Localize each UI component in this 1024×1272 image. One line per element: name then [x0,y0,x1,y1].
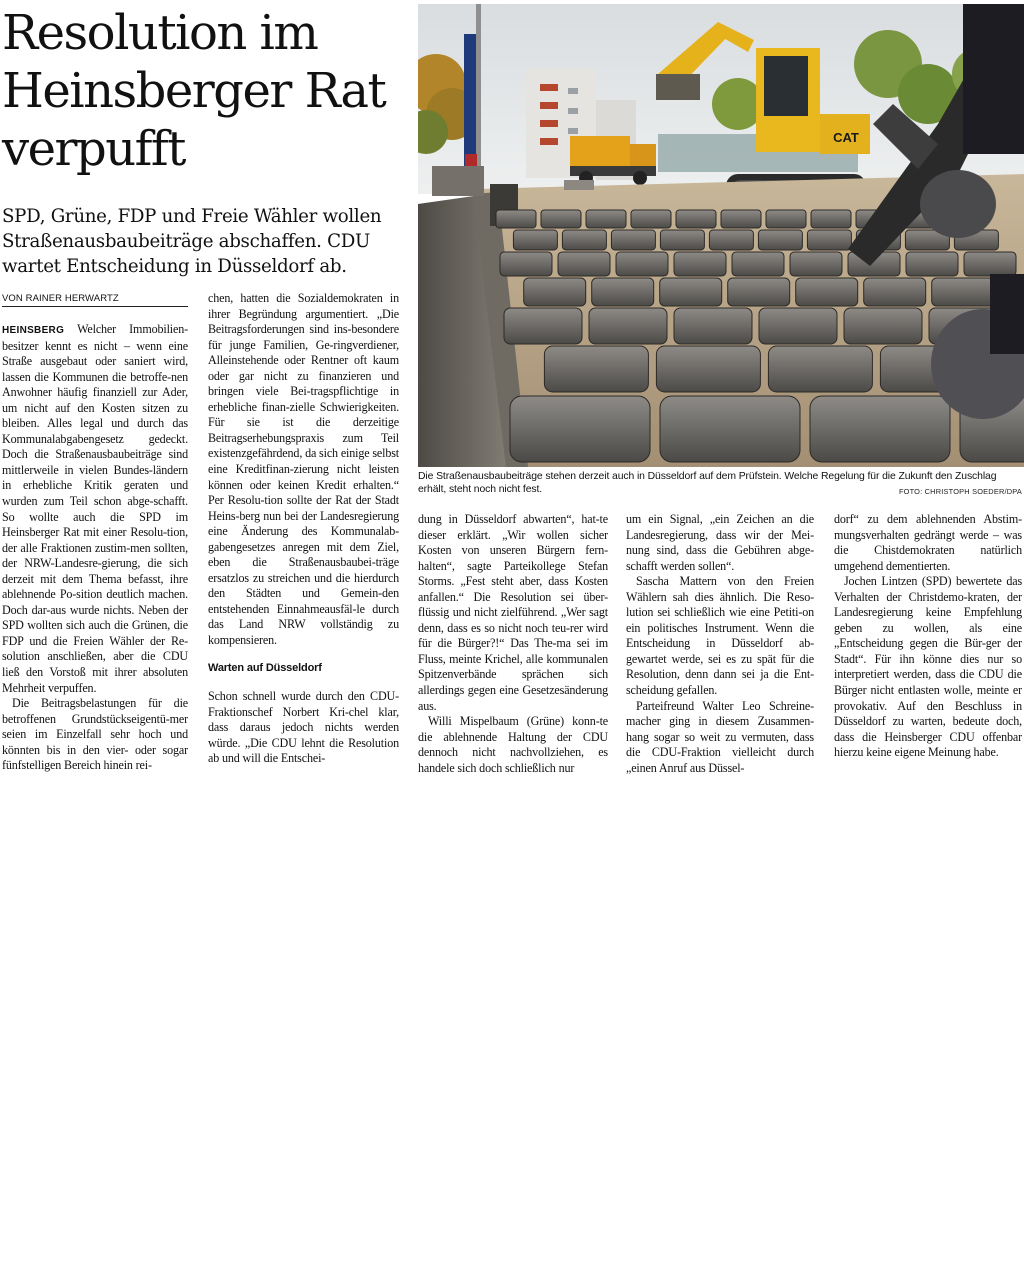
cobblestone [709,230,753,250]
article-column-2 [208,291,399,1051]
cobblestone [631,210,671,228]
cobblestone [758,230,802,250]
headline: Resolution im Heinsberger Rat verpufft [2,5,386,177]
paragraph: Willi Mispelbaum (Grüne) konn-te die ablehnende Haltung der CDU dennoch nicht nachvollziehen, es handele sich doch schließlich nur [418,714,608,775]
cobblestone [544,346,648,392]
cobblestone [906,252,958,276]
paragraph: dung in Düsseldorf abwarten“, hat-te dieser erklärt. „Wir wollen sicher Kosten von unseren Bürgern fern-halten“, sagte Parteikollege Stefan Storms. „Fest steht aber, dass Kosten anfallen.“ Die Resolution sei über-flüssig und nicht zielführend. „Wer sagt denn, dass es so nicht noch teu-rer wird für die Bürger?!“ Das The-ma sei im Fluss, meinte Krichel, alle kommunalen Spitzenverbände sprächen sich allerdings gegen eine Gesetzesänderung aus. [418,512,608,713]
photo-credit: FOTO: CHRISTOPH SOEDER/DPA [898,487,1022,496]
cobblestone [676,210,716,228]
cobblestone [524,278,586,306]
paragraph: Parteifreund Walter Leo Schreine-macher ging in diesem Zusammen-hang sogar so weit zu vermuten, dass die CDU-Fraktion vielleicht durch „einen Anruf aus Düssel- [626,698,814,775]
cobblestone [721,210,761,228]
cobblestone [611,230,655,250]
paragraph: Schon schnell wurde durch den CDU-Fraktionschef Norbert Kri-chel klar, dass daraus jedoch nichts werden würde. „Die CDU lehnt die Resolution ab und will die Entschei- [208,689,399,766]
cobblestone [810,396,950,462]
cobblestone [500,252,552,276]
article-column-4 [626,512,814,1272]
cobblestone [660,230,704,250]
cobblestone [513,230,557,250]
subheadline: SPD, Grüne, FDP und Freie Wähler wollen Straßenausbaubeiträge abschaffen. CDU wartet Entscheidung in Düsseldorf ab. [2,206,382,277]
cobblestone [592,278,654,306]
cobblestone [932,278,994,306]
cobblestone [864,278,926,306]
cobblestone [759,308,837,344]
cobblestone [674,308,752,344]
cobblestone [496,210,536,228]
paragraph: Die Beitragsbelastungen für die betroffenen Grundstückseigentü-mer seien im Einzelfall sehr hoch und könnten bis in den vier- oder sogar fünfstelligen Bereich hinein rei- [2,696,188,773]
cobblestone [616,252,668,276]
paragraph: Sascha Mattern von den Freien Wählern sah dies ähnlich. Die Reso-lution sei schließlich wie eine Petiti-on ein politisches Instrument. Wenn die Entscheidung in Düsseldorf ab-gewartet werde, sei es zu spät für die Resolution, denn dann sei ja die Ent-scheidung gefallen. [626,574,814,698]
cobblestone [674,252,726,276]
cobblestone [766,210,806,228]
cobblestone [796,278,858,306]
article-column-5 [834,512,1022,1272]
paragraph: chen, hatten die Sozialdemokraten in ihrer Begründung argumentiert. „Die Beitragsforderungen sind ins-besondere für junge Familien, Ge-ringverdiener, Alleinstehende oder Rentner oft kaum oder gar nicht zu finanzieren und bringen viele Bei-tragspflichtige in erhebliche finan-zielle Schwierigkeiten. Für sie ist die derzeitige Beitragserhebungspraxis zum Teil existenzgefährdend, da sich einige selbst eine Kreditfinan-zierung nicht leisten können oder keinen Kredit erhalten.“ Per Resolu-tion sollte der Rat der Stadt Heins-berg nun bei der Landesregierung eine Änderung des Kommunalab-gabengesetzes anregen mit dem Ziel, eben die Straßenausbaubei-träge ersatzlos zu streichen und die hierdurch den Städten und Gemein-den entstehenden Einnahmeausfäl-le durch das Land NRW vollständig zu kompensieren. [208,291,399,648]
cobblestone [586,210,626,228]
cobblestone [811,210,851,228]
cobblestone [562,230,606,250]
cobblestone [504,308,582,344]
byline: VON RAINER HERWARTZ [2,293,188,307]
article-column-1 [2,322,188,1082]
article-photo [418,4,1024,467]
article-subheading: Warten auf Düsseldorf [208,661,322,674]
article-column-3 [418,512,608,1272]
cobblestone [589,308,667,344]
cobblestone [660,278,722,306]
cobblestone [541,210,581,228]
cobblestone [660,396,800,462]
cobblestone [964,252,1016,276]
cobblestone [768,346,872,392]
cobblestone [732,252,784,276]
photo-caption: Die Straßenausbaubeiträge stehen derzeit auch in Düsseldorf auf dem Prüfstein. Welche Regelung für die Zukunft den Zuschlag erhält, steht noch nicht fest. [418,471,997,496]
cobblestone [844,308,922,344]
paragraph-text: Welcher Immobilien-besitzer kennt es nicht – wenn eine Straße ausgebaut oder saniert wird, lassen die Kommunen die betroffe-nen Anwohner häufig finanziell zur Ader, um nicht auf den Kosten sitzen zu bleiben. Alles legal und durch das Kommunalabgabengesetz gedeckt. Doch die Straßenausbaubeiträge sind mittlerweile in vielen Bundes-ländern in erhebliche Kritik geraten und wurden zum Teil schon abge-schafft. So wollte auch die SPD im Heinsberger Rat mit einer Resolu-tion, der alle Fraktionen zustim-men sollten, der NRW-Landesre-gierung, die sich derzeit mit dem Thema befasst, ihre ablehnende Po-sition deutlich machen. Doch dar-aus wurde nichts. Neben der SPD wollten sich auch die Grünen, die FDP und die Freien Wähler der Re-solution anschließen, aber die CDU ließ den Vorstoß mit ihrer absoluten Mehrheit verpuffen. [2,322,188,695]
paragraph: um ein Signal, „ein Zeichen an die Landesregierung, dass wir der Mei-nung sind, dass die Gebühren abge-schafft werden sollen“. [626,512,814,573]
cobblestone [558,252,610,276]
cobblestone [510,396,650,462]
cobblestone [807,230,851,250]
cobblestone [728,278,790,306]
dateline: HEINSBERG [2,325,65,336]
paragraph [2,322,188,696]
paragraph: Jochen Lintzen (SPD) bewertete das Verhalten der Christdemo-kraten, der Landesregierung keine Empfehlung geben zu wollen, als eine „Entscheidung gegen die Bür-ger der Stadt“. Für ihn könne dies nur so interpretiert werden, dass die CDU die Bürger nicht entlasten wolle, meinte er provokativ. Auf den Beschluss in Düsseldorf zu warten, bedeute doch, dass die Heinsberger CDU offenbar hierzu keine eigene Meinung habe. [834,574,1022,760]
paragraph: dorf“ zu dem ablehnenden Abstim-mungsverhalten gedrängt werde – was die Chistdemokraten natürlich umgehend dementierten. [834,512,1022,573]
cat-logo-text: CAT [833,130,859,145]
cobblestone [656,346,760,392]
cobblestone [790,252,842,276]
